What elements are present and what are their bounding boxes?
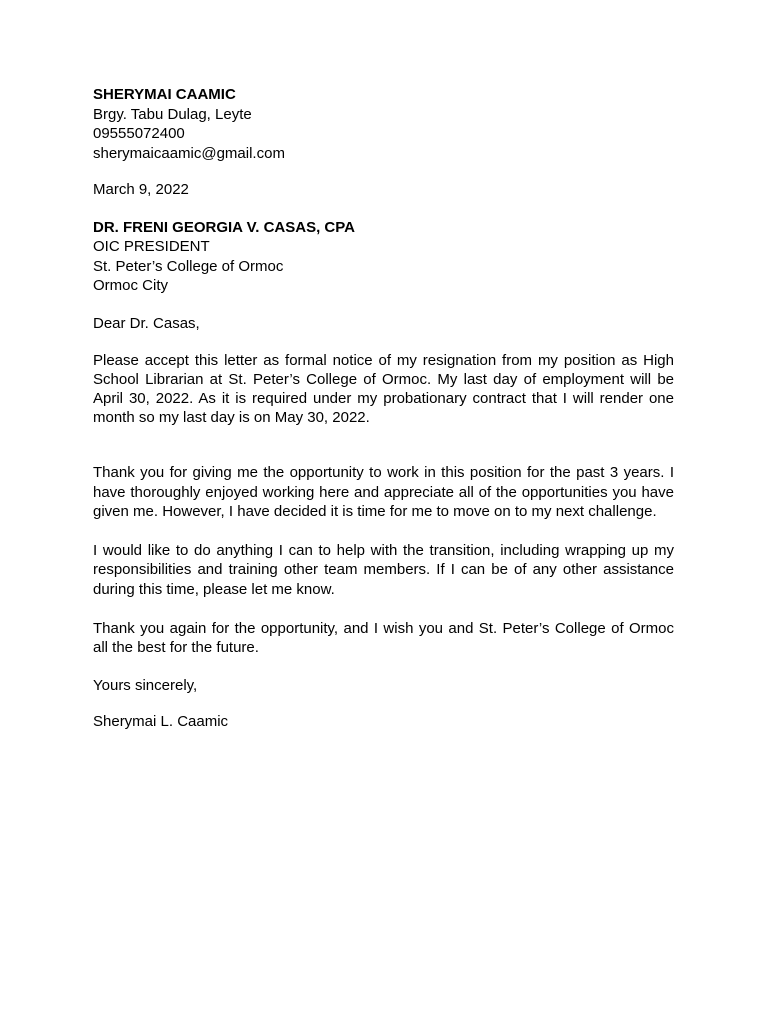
recipient-title: OIC PRESIDENT (93, 238, 210, 255)
recipient-name: DR. FRENI GEORGIA V. CASAS, CPA (93, 218, 355, 236)
body-paragraph-4: Thank you again for the opportunity, and I wish you and St. Peter’s College of Ormoc all the best for the future. (93, 619, 674, 657)
sender-block (93, 85, 674, 163)
sender-address: Brgy. Tabu Dulag, Leyte (93, 105, 252, 123)
sender-name: SHERYMAI CAAMIC (93, 86, 236, 103)
recipient-city: Ormoc City (93, 277, 168, 294)
signature: Sherymai L. Caamic (93, 713, 229, 731)
closing: Yours sincerely, (93, 676, 198, 694)
letter-page (93, 85, 674, 732)
letter-date: March 9, 2022 (93, 181, 189, 198)
body-paragraph-3: I would like to do anything I can to help with the transition, including wrapping up my responsibilities and training other team members. If I can be of any other assistance during this time, please let me know. (93, 541, 674, 598)
body-paragraph-2: Thank you for giving me the opportunity to work in this position for the past 3 years. I have thoroughly enjoyed working here and appreciate all of the opportunities you have given me. However, I have decided it is time for me to move on to my next challenge. (93, 464, 674, 521)
salutation: Dear Dr. Casas, (93, 314, 200, 332)
recipient-block (93, 218, 674, 296)
recipient-organization: St. Peter’s College of Ormoc (93, 257, 284, 275)
body-paragraph-1: Please accept this letter as formal notice of my resignation from my position as High School Librarian at St. Peter’s College of Ormoc. My last day of employment will be April 30, 2022. As it is required under my probationary contract that I will render one month so my last day is on May 30, 2022. (93, 352, 674, 426)
sender-email: sherymaicaamic@gmail.com (93, 144, 285, 162)
sender-phone: 09555072400 (93, 125, 185, 142)
